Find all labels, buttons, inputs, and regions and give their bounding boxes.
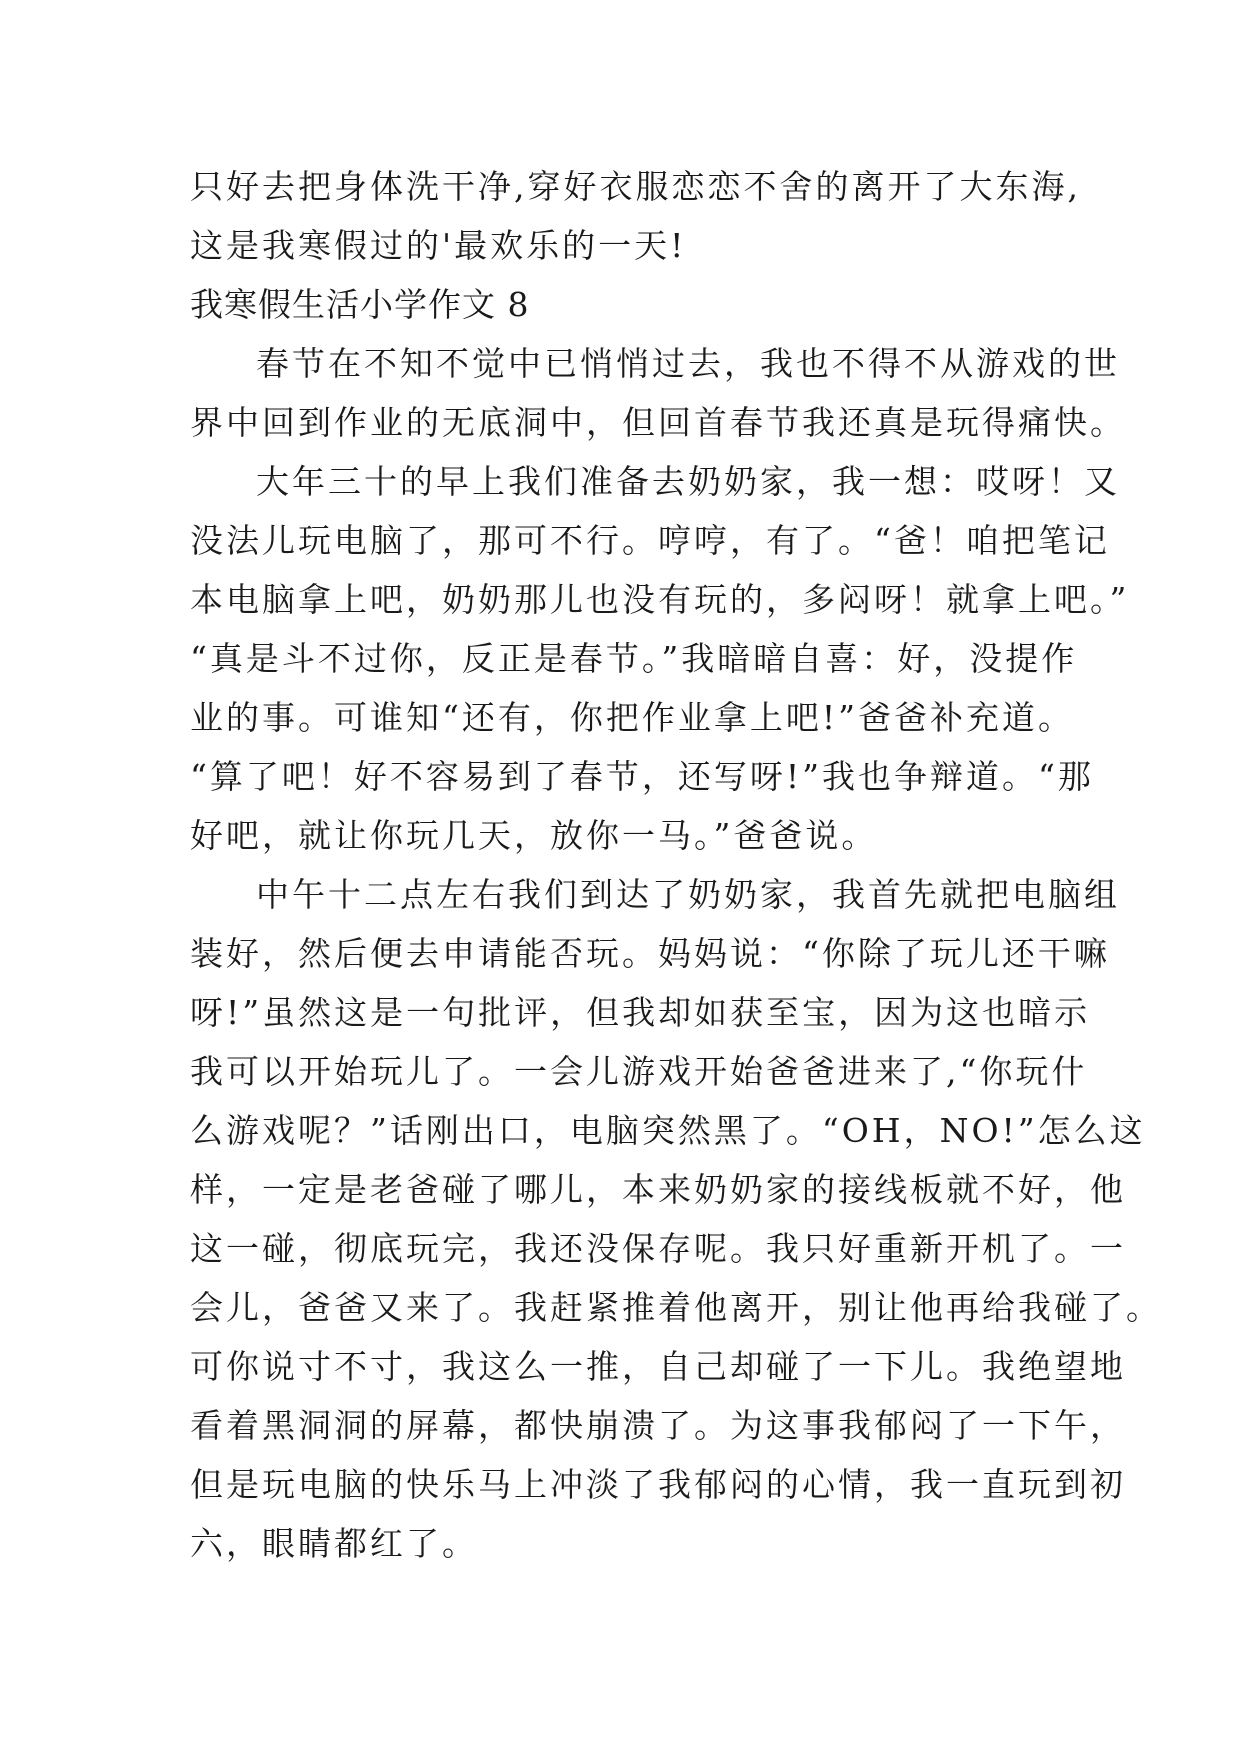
text-line: “算了吧！好不容易到了春节，还写呀!”我也争辩道。“那 (190, 757, 1094, 796)
text-line: 装好，然后便去申请能否玩。妈妈说：“你除了玩儿还干嘛 (190, 934, 1110, 973)
text-line: 六，眼睛都红了。 (190, 1524, 478, 1563)
document-body (190, 157, 1162, 1573)
text-line: 业的事。可谁知“还有，你把作业拿上吧!”爸爸补充道。 (190, 698, 1075, 737)
text-line: 这是我寒假过的'最欢乐的一天! (190, 226, 687, 265)
text-line: 么游戏呢？”话刚出口，电脑突然黑了。“OH，NO!”怎么这 (190, 1111, 1146, 1150)
paragraph-start-line: 大年三十的早上我们准备去奶奶家，我一想：哎呀！又 (256, 462, 1120, 501)
text-line: 这一碰，彻底玩完，我还没保存呢。我只好重新开机了。一 (190, 1229, 1126, 1268)
essay-title: 我寒假生活小学作文 8 (190, 285, 530, 324)
text-line: 会儿，爸爸又来了。我赶紧推着他离开，别让他再给我碰了。 (190, 1288, 1162, 1327)
text-line: 好吧，就让你玩几天，放你一马。”爸爸说。 (190, 816, 878, 855)
text-line: 本电脑拿上吧，奶奶那儿也没有玩的，多闷呀！就拿上吧。” (190, 580, 1130, 619)
text-line: 看着黑洞洞的屏幕，都快崩溃了。为这事我郁闷了一下午， (190, 1406, 1126, 1445)
text-line: 但是玩电脑的快乐马上冲淡了我郁闷的心情，我一直玩到初 (190, 1465, 1126, 1504)
text-line: 可你说寸不寸，我这么一推，自己却碰了一下儿。我绝望地 (190, 1347, 1126, 1386)
text-line: 界中回到作业的无底洞中，但回首春节我还真是玩得痛快。 (190, 403, 1126, 442)
text-line: 样，一定是老爸碰了哪儿，本来奶奶家的接线板就不好，他 (190, 1170, 1126, 1209)
text-line: 没法儿玩电脑了，那可不行。哼哼，有了。“爸！咱把笔记 (190, 521, 1110, 560)
paragraph-start-line: 春节在不知不觉中已悄悄过去，我也不得不从游戏的世 (256, 344, 1120, 383)
text-line: “真是斗不过你，反正是春节。”我暗暗自喜：好，没提作 (190, 639, 1078, 678)
paragraph-start-line: 中午十二点左右我们到达了奶奶家，我首先就把电脑组 (256, 875, 1120, 914)
text-line: 我可以开始玩儿了。一会儿游戏开始爸爸进来了,“你玩什 (190, 1052, 1088, 1091)
text-line: 只好去把身体洗干净,穿好衣服恋恋不舍的离开了大东海, (190, 167, 1081, 206)
text-line: 呀!”虽然这是一句批评，但我却如获至宝，因为这也暗示 (190, 993, 1091, 1032)
